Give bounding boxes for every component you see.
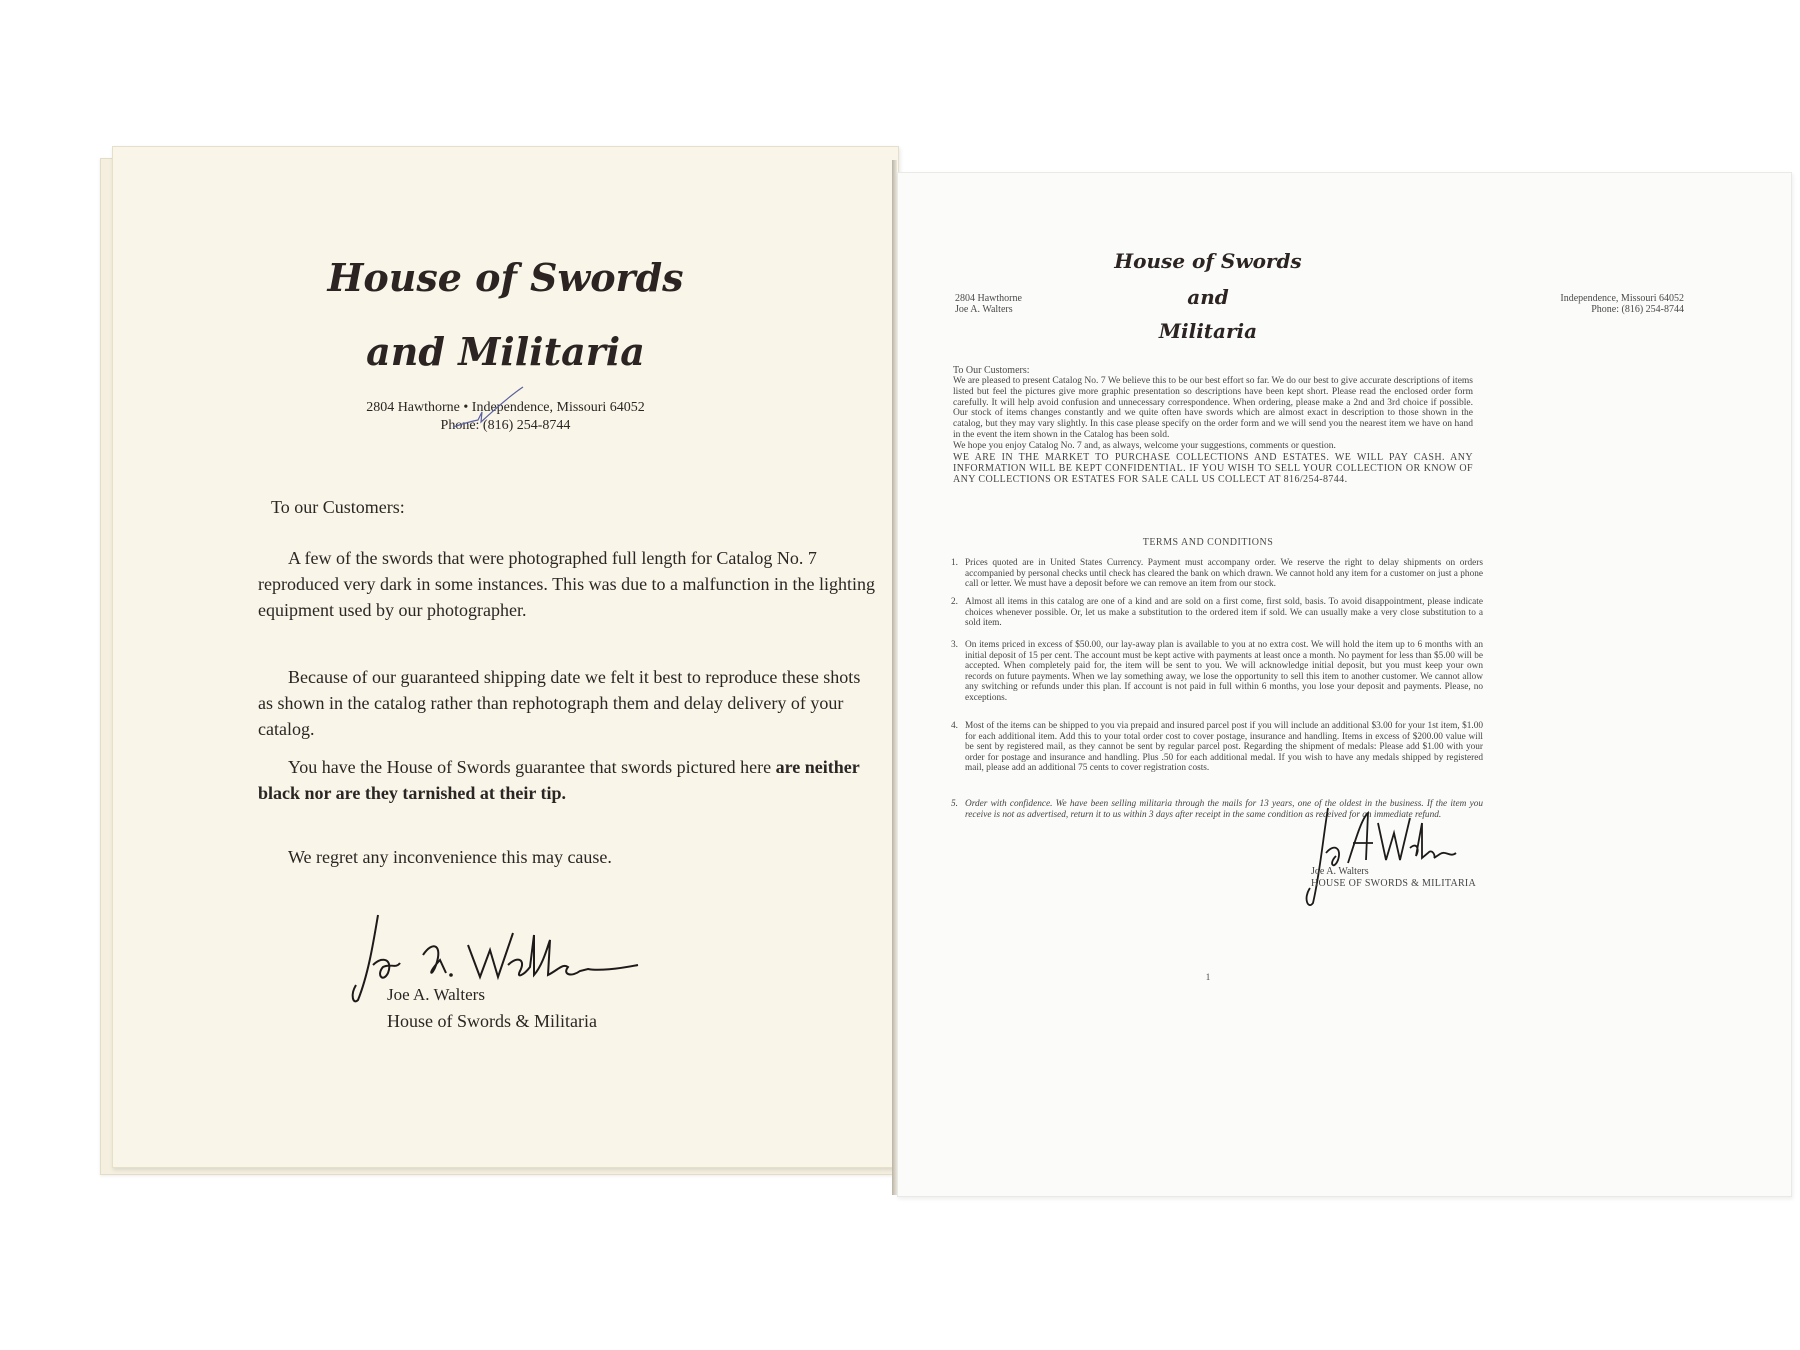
right-handwritten-signature	[1298, 798, 1468, 913]
term-item	[953, 721, 1483, 774]
term-number: 4.	[951, 721, 958, 731]
terms-heading: TERMS AND CONDITIONS	[1142, 537, 1274, 548]
term-item	[953, 597, 1483, 629]
left-title-line1: House of Swords	[327, 255, 684, 300]
left-paragraph-4: We regret any inconvenience this may cause.	[288, 847, 612, 867]
right-address-left-2: Joe A. Walters	[955, 304, 1013, 315]
right-signature-company: HOUSE OF SWORDS & MILITARIA	[1311, 878, 1477, 889]
right-paragraph-3: WE ARE IN THE MARKET TO PURCHASE COLLECTIONS AND ESTATES. WE WILL PAY CASH. ANY INFORMATION WILL BE KEPT CONFIDENTIAL. IF YOU WISH TO SELL YOUR COLLECTION OR KNOW OF ANY COLLECTIONS OR ESTATES FOR SALE CALL US COLLECT AT 816/254-8744.	[953, 452, 1473, 485]
left-address-line: 2804 Hawthorne • Independence, Missouri 64052	[366, 400, 645, 415]
term-number: 3.	[951, 640, 958, 650]
right-signature-name: Joe A. Walters	[1311, 866, 1369, 877]
right-paragraph-2: We hope you enjoy Catalog No. 7 and, as always, welcome your suggestions, comments or question.	[953, 441, 1336, 451]
left-paragraph-1: A few of the swords that were photographed full length for Catalog No. 7 reproduced very dark in some instances. This was due to a malfunction in the lighting equipment used by our photographer.	[258, 548, 876, 620]
pen-mark-icon	[448, 382, 528, 432]
right-title-line2: and	[1187, 285, 1229, 309]
term-text: Order with confidence. We have been selling militaria through the mails for 13 years, one of the oldest in the business. If the item you receive is not as advertised, return it to us within 3 days after receipt in the same condition as received for an immediate refund.	[965, 799, 1483, 820]
left-paragraph-3	[258, 754, 878, 806]
term-text: Prices quoted are in United States Currency. Payment must accompany order. We reserve the right to delay shipments on orders accompanied by personal checks until check has cleared the bank on which drawn. We cannot hold any item for a customer on just a phone call or letter. We must have a deposit before we can remove an item from our stock.	[965, 558, 1483, 589]
page-number: 1	[1205, 972, 1211, 982]
right-address-right-2: Phone: (816) 254-8744	[1591, 304, 1684, 315]
right-paragraph-1: We are pleased to present Catalog No. 7 We believe this to be our best effort so far. We do our best to give accurate descriptions of items listed but feel the pictures give more graphic presentation so descriptions have been kept short. Please read the enclosed order form carefully. It will help avoid confusion and unnecessary correspondence. When ordering, please make a 2nd and 3rd choice if possible. Our stock of items changes constantly and we quite often have swords which are almost exact in description to those shown in the catalog, but they may vary slightly. In this case please specify on the order form and we will send you the nearest item we have on hand in the event the item shown in the Catalog has been sold.	[953, 376, 1473, 440]
right-title-line3: Militaria	[1158, 319, 1258, 343]
left-signature-name: Joe A. Walters	[387, 985, 485, 1004]
right-title-line1: House of Swords	[1114, 249, 1302, 273]
term-text: Most of the items can be shipped to you via prepaid and insured parcel post if you will include an additional $3.00 for your 1st item, $1.00 for each additional item. Add this to your total order cost to cover postage, insurance and handling. Items in excess of $200.00 value will be sent by registered mail, as they cannot be sent by regular parcel post. Regarding the shipment of medals: Please add $1.00 with your order for postage and insurance and handling. Plus .50 for each additional medal. If you wish to have any medals shipped by registered mail, please add an additional 75 cents to cover registration costs.	[965, 721, 1483, 773]
left-title-line2: and Militaria	[366, 329, 645, 374]
left-paragraph-2: Because of our guaranteed shipping date we felt it best to reproduce these shots as shown in the catalog rather than rephotograph them and delay delivery of your catalog.	[258, 667, 861, 739]
term-number: 2.	[951, 597, 958, 607]
term-number: 5.	[951, 799, 958, 809]
right-address-right	[1560, 293, 1684, 315]
term-text: On items priced in excess of $50.00, our lay-away plan is available to you at no extra cost. We will hold the item up to 6 months with an initial deposit of 15 per cent. The account must be kept active with payments at least once a month. No payment for less than $5.00 will be accepted. When completely paid for, the item will be sent to you. We will acknowledge initial deposit, but you must keep your own records on future payments. When we lay something away, we lose the opportunity to sell this item to another customer. We cannot allow any switching or refunds under this plan. If account is not paid in full within 6 months, you lose your deposit and payments. Please, no exceptions.	[965, 640, 1483, 703]
term-item	[953, 640, 1483, 703]
left-signature-company: House of Swords & Militaria	[387, 1011, 597, 1031]
right-greeting: To Our Customers:	[953, 365, 1030, 376]
term-text: Almost all items in this catalog are one of a kind and are sold on a first come, first sold, basis. To avoid disappointment, please indicate choices whenever possible. Or, let us make a substitution to the ordered item if sold. We can usually make a very close substitution to a sold item.	[965, 597, 1483, 628]
left-page-insert	[112, 146, 899, 1168]
right-page-catalog	[897, 172, 1792, 1197]
right-address-left	[955, 293, 1022, 315]
right-address-right-1: Independence, Missouri 64052	[1560, 293, 1684, 304]
term-number: 1.	[951, 558, 958, 568]
left-greeting: To our Customers:	[271, 497, 405, 517]
left-phone-line: Phone: (816) 254-8744	[440, 418, 571, 433]
left-paragraph-3-start: You have the House of Swords guarantee that swords pictured here	[288, 757, 776, 777]
term-item	[953, 558, 1483, 590]
left-paragraph-3-bold: are neither black nor are they tarnished at their tip.	[258, 757, 860, 803]
right-address-left-1: 2804 Hawthorne	[955, 293, 1022, 304]
